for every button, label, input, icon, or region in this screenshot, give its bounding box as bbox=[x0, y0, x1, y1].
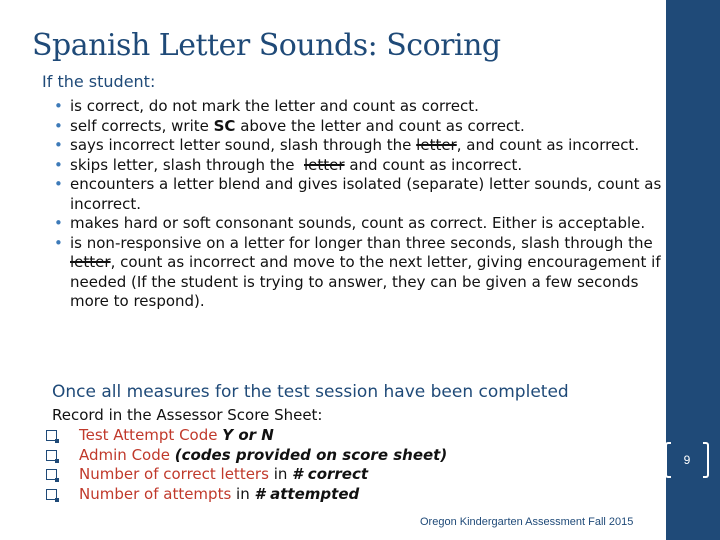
checkbox-bullet-icon bbox=[46, 430, 57, 441]
bullet-icon: • bbox=[54, 116, 63, 135]
record-intro: Record in the Assessor Score Sheet: bbox=[52, 406, 323, 424]
checkbox-bullet-icon bbox=[46, 489, 57, 500]
footer-text: Oregon Kindergarten Assessment Fall 2015 bbox=[420, 516, 634, 528]
list-item: • says incorrect letter sound, slash through the letter, and count as incorrect. bbox=[54, 136, 640, 154]
list-item: • makes hard or soft consonant sounds, count as correct. Either is acceptable. bbox=[54, 214, 646, 232]
checklist-item: Number of correct letters in # correct bbox=[46, 465, 447, 485]
bullet-icon: • bbox=[54, 214, 63, 232]
list-item: • skips letter, slash through the letter and count as incorrect. bbox=[54, 155, 523, 174]
bracket-right-icon bbox=[703, 442, 709, 478]
checkbox-bullet-icon bbox=[46, 469, 57, 480]
bullet-icon: • bbox=[54, 155, 63, 174]
struck-word: letter bbox=[304, 155, 345, 174]
struck-word: letter bbox=[416, 136, 457, 154]
bracket-left-icon bbox=[665, 442, 671, 478]
list-item: • encounters a letter blend and gives isolated (separate) letter sounds, count as incorrect. bbox=[54, 175, 662, 213]
bullet-icon: • bbox=[54, 175, 63, 193]
page-number bbox=[665, 442, 709, 478]
checkbox-bullet-icon bbox=[46, 450, 57, 461]
checklist-item: Test Attempt Code Y or N bbox=[46, 426, 447, 446]
intro-label: If the student: bbox=[42, 72, 156, 91]
score-sheet-checklist bbox=[46, 426, 447, 504]
slide-title: Spanish Letter Sounds: Scoring bbox=[32, 28, 501, 63]
list-item: • self corrects, write SC above the letter and count as correct. bbox=[54, 116, 525, 135]
bullet-icon: • bbox=[54, 97, 63, 115]
bullet-icon: • bbox=[54, 136, 63, 154]
completion-heading: Once all measures for the test session have been completed bbox=[52, 382, 569, 402]
checklist-item: Admin Code (codes provided on score sheet) bbox=[46, 446, 447, 466]
page-number-value: 9 bbox=[683, 453, 691, 467]
list-item: • is non-responsive on a letter for longer than three seconds, slash through the letter, count as incorrect and move to the next letter, giving encouragement if needed (If the student is trying to answer, they can be given a few seconds more to respond). bbox=[54, 233, 661, 310]
list-item: • is correct, do not mark the letter and count as correct. bbox=[54, 97, 479, 115]
struck-word: letter bbox=[70, 253, 111, 271]
scoring-rules-list bbox=[54, 97, 664, 312]
checklist-item: Number of attempts in # attempted bbox=[46, 485, 447, 505]
bullet-icon: • bbox=[54, 233, 63, 252]
